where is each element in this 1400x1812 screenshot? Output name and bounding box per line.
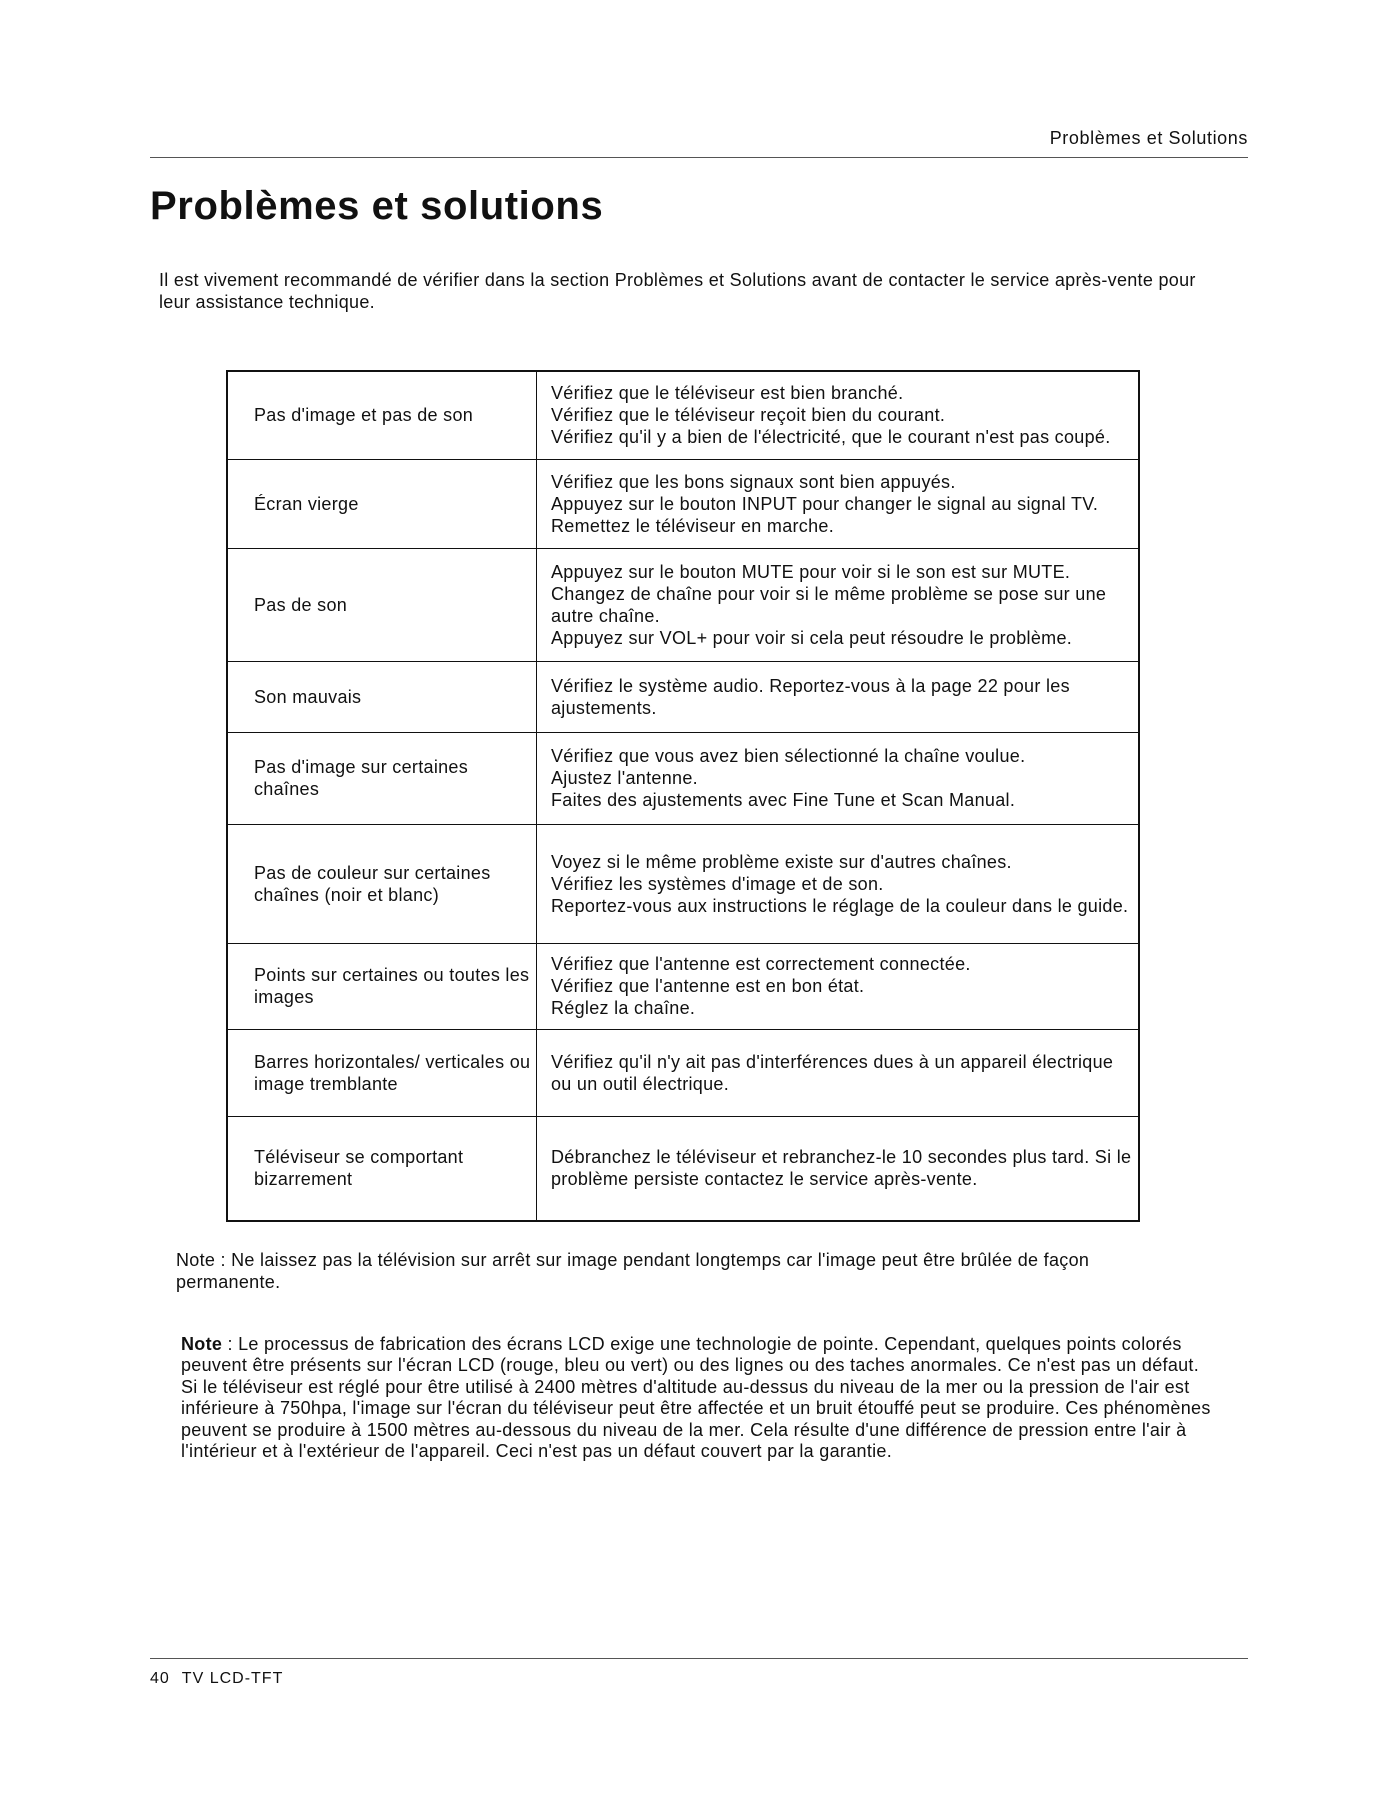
solution-cell xyxy=(537,1116,1140,1221)
solution-line: Vérifiez qu'il y a bien de l'électricité, que le courant n'est pas coupé. xyxy=(551,427,1111,448)
solution-line: Vérifiez que le téléviseur est bien branché. xyxy=(551,383,904,404)
product-name: TV LCD-TFT xyxy=(181,1670,284,1687)
page-footer xyxy=(150,1670,283,1688)
header-divider xyxy=(150,157,1248,158)
table-row xyxy=(227,732,1139,824)
table-row xyxy=(227,1029,1139,1116)
solution-cell xyxy=(537,459,1140,548)
solution-line: Débranchez le téléviseur et rebranchez-le 10 secondes plus tard. Si le problème persiste contactez le service après-vente. xyxy=(551,1147,1132,1190)
solution-line: Remettez le téléviseur en marche. xyxy=(551,515,835,536)
table-row xyxy=(227,371,1139,459)
table-row xyxy=(227,824,1139,943)
problem-cell: Barres horizontales/ verticales ou image tremblante xyxy=(227,1029,537,1116)
solution-line: Appuyez sur le bouton MUTE pour voir si le son est sur MUTE. xyxy=(551,561,1071,582)
problem-cell: Son mauvais xyxy=(227,661,537,732)
solution-cell xyxy=(537,661,1140,732)
note-image-retention: Note : Ne laissez pas la télévision sur arrêt sur image pendant longtemps car l'image peut être brûlée de façon permanente. xyxy=(176,1250,1090,1292)
note-label: Note xyxy=(181,1334,223,1354)
table-row xyxy=(227,943,1139,1029)
troubleshooting-table xyxy=(226,370,1140,1222)
intro-paragraph: Il est vivement recommandé de vérifier dans la section Problèmes et Solutions avant de contacter le service après-vente pour leur assistance technique. xyxy=(159,270,1196,312)
problem-cell: Pas d'image sur certaines chaînes xyxy=(227,732,537,824)
note-text-altitude: Si le téléviseur est réglé pour être utilisé à 2400 mètres d'altitude au-dessus du niveau de la mer ou la pression de l'air est inférieure à 750hpa, l'image sur l'écran du téléviseur peut être affectée et un bruit étouffé peut se produire. Ces phénomènes peuvent se produire à 1500 mètres au-dessous du niveau de la mer. Cela résulte d'une différence de pression entre l'air à l'intérieur et à l'extérieur de l'appareil. Ceci n'est pas un défaut couvert par la garantie. xyxy=(181,1376,1211,1462)
solution-cell xyxy=(537,943,1140,1029)
solution-cell xyxy=(537,732,1140,824)
solution-line: Vérifiez que les bons signaux sont bien appuyés. xyxy=(551,471,956,492)
solution-line: Appuyez sur VOL+ pour voir si cela peut résoudre le problème. xyxy=(551,627,1073,648)
problem-cell: Points sur certaines ou toutes les images xyxy=(227,943,537,1029)
solution-line: Vérifiez les systèmes d'image et de son. xyxy=(551,873,884,894)
problem-cell: Pas de couleur sur certaines chaînes (noir et blanc) xyxy=(227,824,537,943)
table-row xyxy=(227,548,1139,661)
table-row xyxy=(227,1116,1139,1221)
running-header: Problèmes et Solutions xyxy=(1049,128,1248,148)
note-lcd-pixels xyxy=(181,1334,1241,1462)
footer-divider xyxy=(150,1658,1248,1659)
solution-line: Ajustez l'antenne. xyxy=(551,768,698,788)
solution-line: Vérifiez que l'antenne est en bon état. xyxy=(551,976,865,996)
problem-cell: Téléviseur se comportant bizarrement xyxy=(227,1116,537,1221)
table-row xyxy=(227,661,1139,732)
solution-line: Vérifiez que vous avez bien sélectionné la chaîne voulue. xyxy=(551,746,1026,766)
solution-line: Vérifiez qu'il n'y ait pas d'interférences dues à un appareil électrique ou un outil électrique. xyxy=(551,1051,1114,1094)
note-text: : Le processus de fabrication des écrans LCD exige une technologie de pointe. Cependant, quelques points colorés peuvent être présents sur l'écran LCD (rouge, bleu ou vert) ou des lignes ou des taches anormales. Ce n'est pas un défaut. xyxy=(181,1334,1200,1376)
solution-line: Changez de chaîne pour voir si le même problème se pose sur une autre chaîne. xyxy=(551,583,1107,626)
solution-line: Voyez si le même problème existe sur d'autres chaînes. xyxy=(551,851,1012,872)
solution-line: Appuyez sur le bouton INPUT pour changer le signal au signal TV. xyxy=(551,493,1099,514)
solution-cell xyxy=(537,824,1140,943)
problem-cell: Pas d'image et pas de son xyxy=(227,371,537,459)
solution-line: Reportez-vous aux instructions le réglage de la couleur dans le guide. xyxy=(551,895,1129,916)
solution-line: Vérifiez que le téléviseur reçoit bien du courant. xyxy=(551,405,946,426)
problem-cell: Pas de son xyxy=(227,548,537,661)
solution-cell xyxy=(537,548,1140,661)
solution-cell xyxy=(537,1029,1140,1116)
page-number: 40 xyxy=(150,1670,170,1687)
solution-line: Vérifiez le système audio. Reportez-vous à la page 22 pour les ajustements. xyxy=(551,675,1070,718)
table-row xyxy=(227,459,1139,548)
solution-line: Faites des ajustements avec Fine Tune et Scan Manual. xyxy=(551,790,1016,810)
solution-line: Réglez la chaîne. xyxy=(551,998,696,1018)
solution-cell xyxy=(537,371,1140,459)
solution-line: Vérifiez que l'antenne est correctement connectée. xyxy=(551,954,971,974)
page-title: Problèmes et solutions xyxy=(150,184,604,228)
problem-cell: Écran vierge xyxy=(227,459,537,548)
